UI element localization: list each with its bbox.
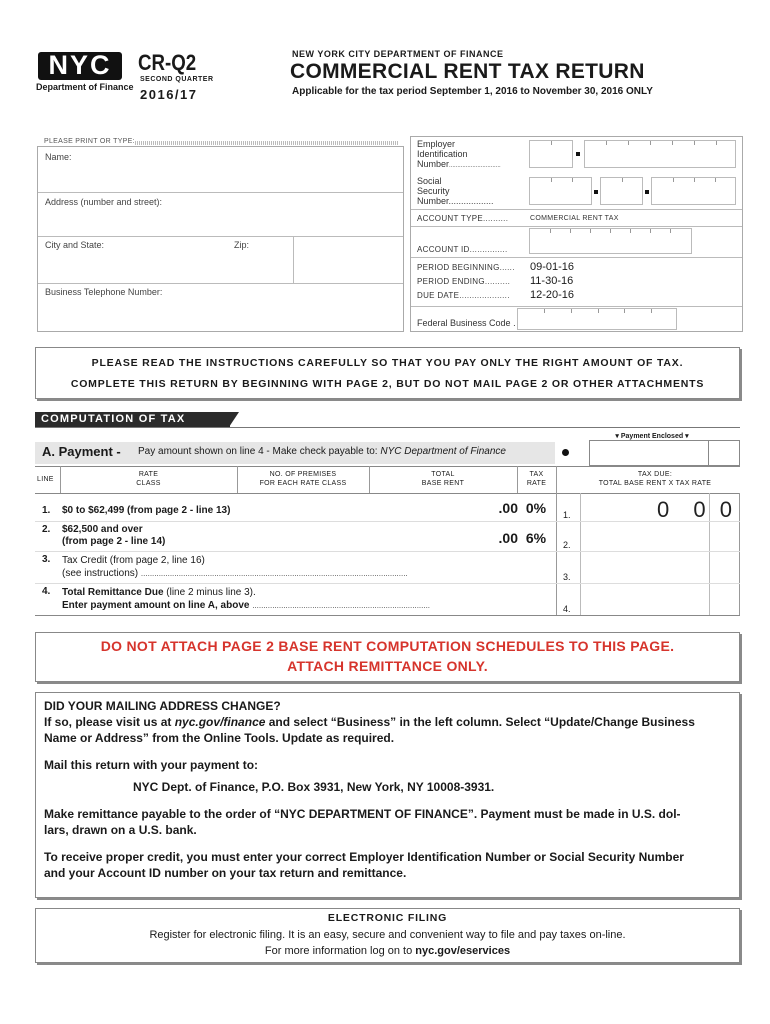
col-tax-due-2: TOTAL BASE RENT X TAX RATE bbox=[598, 480, 712, 487]
ein-separator bbox=[576, 152, 580, 156]
section-title: COMPUTATION OF TAX bbox=[35, 412, 230, 427]
row-3-number: 3. bbox=[42, 554, 51, 565]
ssn-field-part1[interactable] bbox=[529, 177, 592, 205]
row-1-number: 1. bbox=[42, 505, 51, 516]
divider bbox=[35, 551, 740, 552]
divider bbox=[35, 615, 740, 616]
row-1-tax-rate: 0% bbox=[525, 500, 547, 516]
row-3-desc-1: Tax Credit (from page 2, line 16) bbox=[62, 555, 205, 566]
period-end-text: PERIOD ENDING bbox=[417, 277, 485, 286]
ssn-label-line1: Social bbox=[417, 176, 442, 186]
city-field[interactable] bbox=[38, 238, 228, 282]
divider bbox=[580, 493, 581, 615]
ein-field-prefix[interactable] bbox=[529, 140, 573, 168]
ssn-dots: .................. bbox=[448, 196, 494, 206]
col-tax-rate-2: RATE bbox=[526, 480, 547, 487]
divider bbox=[411, 226, 742, 227]
divider bbox=[739, 493, 740, 615]
address-change-question: DID YOUR MAILING ADDRESS CHANGE? bbox=[44, 699, 281, 713]
period-begin-label bbox=[417, 263, 515, 272]
dept-label: Department of Finance bbox=[36, 82, 134, 92]
col-base-rent-1: TOTAL bbox=[431, 471, 455, 478]
row-2-tax-due[interactable] bbox=[582, 526, 736, 550]
account-type-value: COMMERCIAL RENT TAX bbox=[530, 215, 619, 222]
fed-code-field[interactable] bbox=[517, 308, 677, 330]
ein-dots: ............................... bbox=[449, 163, 501, 169]
quarter-label: SECOND QUARTER bbox=[140, 76, 214, 83]
ssn-separator-2 bbox=[645, 190, 649, 194]
col-rate-class-1: RATE bbox=[138, 471, 159, 478]
ssn-label-line3 bbox=[417, 196, 494, 206]
row-4-ref: 4. bbox=[563, 604, 571, 614]
row-4-dots: ................................................................................ bbox=[252, 601, 431, 610]
divider bbox=[411, 306, 742, 307]
efile-title: ELECTRONIC FILING bbox=[327, 912, 448, 924]
period-begin-text: PERIOD BEGINNING bbox=[417, 263, 500, 272]
city-label: City and State: bbox=[45, 240, 105, 250]
divider bbox=[556, 466, 557, 493]
row-2-tax-rate: 6% bbox=[525, 530, 547, 546]
zip-label: Zip: bbox=[234, 240, 250, 250]
payment-label: A. Payment - bbox=[42, 444, 121, 459]
col-tax-due-1: TAX DUE: bbox=[637, 471, 673, 478]
name-field[interactable] bbox=[38, 150, 403, 192]
divider bbox=[35, 427, 740, 428]
efile-line2-text: For more information log on to bbox=[264, 945, 416, 957]
payment-payee: NYC Department of Finance bbox=[380, 446, 506, 457]
period-end-value: 11-30-16 bbox=[530, 275, 574, 287]
col-premises bbox=[237, 470, 369, 488]
ein-label bbox=[417, 139, 501, 171]
col-tax-due bbox=[570, 470, 740, 488]
row-2-base-rent: .00 bbox=[498, 530, 518, 546]
row-4-desc-light: (line 2 minus line 3). bbox=[163, 587, 256, 598]
row-2-ref: 2. bbox=[563, 540, 571, 550]
due-date-label bbox=[417, 291, 510, 300]
eservices-link[interactable]: nyc.gov/eservices bbox=[415, 945, 511, 957]
row-4-tax-due[interactable] bbox=[582, 586, 736, 614]
row-1-tax-due[interactable]: 0 0 0 bbox=[656, 497, 736, 522]
fed-code-dots: . bbox=[513, 318, 516, 328]
credit-text-2: and your Account ID number on your tax return and remittance. bbox=[44, 866, 407, 880]
divider bbox=[38, 236, 403, 237]
credit-text-1: To receive proper credit, you must enter your correct Employer Identification Number or Social Security Number bbox=[44, 850, 684, 864]
divider bbox=[708, 440, 709, 466]
ein-label-line2: Identification bbox=[417, 149, 468, 159]
row-1-description: $0 to $62,499 (from page 2 - line 13) bbox=[62, 505, 231, 516]
finance-link[interactable]: nyc.gov/finance bbox=[174, 715, 266, 729]
period-end-dots: .......... bbox=[484, 277, 511, 286]
payment-bullet bbox=[562, 449, 569, 456]
account-id-text: ACCOUNT ID bbox=[417, 245, 470, 254]
phone-label: Business Telephone Number: bbox=[45, 287, 163, 297]
divider bbox=[38, 283, 403, 284]
col-premises-2: FOR EACH RATE CLASS bbox=[259, 480, 347, 487]
period-begin-value: 09-01-16 bbox=[530, 261, 575, 273]
divider bbox=[35, 583, 740, 584]
divider bbox=[35, 466, 740, 467]
col-base-rent-2: BASE RENT bbox=[421, 480, 465, 487]
row-2-desc-2: (from page 2 - line 14) bbox=[62, 536, 166, 547]
mail-label: Mail this return with your payment to: bbox=[44, 758, 259, 772]
payment-enclosed-text: Payment Enclosed bbox=[620, 433, 684, 440]
row-4-number: 4. bbox=[42, 586, 51, 597]
print-label: PLEASE PRINT OR TYPE: bbox=[44, 138, 139, 145]
section-title-tail bbox=[229, 412, 239, 427]
phone-field[interactable] bbox=[38, 285, 403, 331]
instructions-line1: PLEASE READ THE INSTRUCTIONS CAREFULLY SO THAT YOU PAY ONLY THE RIGHT AMOUNT OF TAX. bbox=[91, 357, 684, 369]
divider bbox=[35, 493, 740, 494]
ssn-label bbox=[417, 176, 494, 206]
due-date-value: 12-20-16 bbox=[530, 289, 575, 301]
mailing-info-text bbox=[44, 698, 734, 881]
payment-enclosed-field[interactable] bbox=[589, 440, 740, 466]
address-field[interactable] bbox=[38, 194, 403, 236]
warning-line2: ATTACH REMITTANCE ONLY. bbox=[287, 658, 488, 674]
ssn-field-part3[interactable] bbox=[651, 177, 736, 205]
instructions-line2: COMPLETE THIS RETURN BY BEGINNING WITH PAGE 2, BUT DO NOT MAIL PAGE 2 OR OTHER ATTACHMENTS bbox=[70, 378, 705, 390]
form-code: CR-Q2 bbox=[138, 50, 197, 75]
account-type-text: ACCOUNT TYPE bbox=[417, 214, 483, 223]
remit-text-2: lars, drawn on a U.S. bank. bbox=[44, 823, 197, 837]
address-change-text-1b: and select “Business” in the left column. Select “Update/Change Business bbox=[265, 715, 695, 729]
instructions-banner bbox=[35, 347, 740, 399]
name-label: Name: bbox=[45, 152, 72, 162]
row-1-base-rent: .00 bbox=[498, 500, 518, 516]
account-id-dots: ............... bbox=[469, 245, 508, 254]
ssn-label-text: Number bbox=[417, 196, 449, 206]
col-tax-rate bbox=[517, 470, 556, 488]
fed-code-text: Federal Business Code bbox=[417, 318, 511, 328]
due-date-text: DUE DATE bbox=[417, 291, 460, 300]
col-rate-class bbox=[60, 470, 237, 488]
payment-enclosed-label: ▾ Payment Enclosed ▾ bbox=[615, 433, 689, 440]
row-3-dots: ........................................................................................................................ bbox=[140, 569, 408, 578]
period-begin-dots: ...... bbox=[499, 263, 515, 272]
address-change-text-1 bbox=[44, 714, 734, 730]
efile-line2 bbox=[35, 945, 740, 957]
divider bbox=[35, 521, 740, 522]
efile-line1: Register for electronic filing. It is an easy, secure and convenient way to file and pay taxes on-line. bbox=[149, 929, 626, 941]
address-change-text-2: Name or Address” from the Online Tools. Update as required. bbox=[44, 731, 395, 745]
row-4-desc-2: Enter payment amount on line A, above bbox=[62, 600, 250, 611]
address-label: Address (number and street): bbox=[45, 197, 163, 207]
fed-code-label bbox=[417, 318, 516, 328]
ein-field-suffix[interactable] bbox=[584, 140, 736, 168]
period-end-label bbox=[417, 277, 510, 286]
divider bbox=[38, 192, 403, 193]
divider bbox=[411, 209, 742, 210]
payment-desc bbox=[138, 446, 506, 457]
account-type-label bbox=[417, 214, 508, 223]
row-1-ref: 1. bbox=[563, 510, 571, 520]
account-id-label bbox=[417, 245, 507, 254]
row-2-number: 2. bbox=[42, 524, 51, 535]
warning-line1: DO NOT ATTACH PAGE 2 BASE RENT COMPUTATION SCHEDULES TO THIS PAGE. bbox=[100, 638, 675, 654]
mail-address: NYC Dept. of Finance, P.O. Box 3931, New York, NY 10008-3931. bbox=[133, 780, 495, 794]
divider bbox=[293, 237, 294, 283]
row-3-description bbox=[62, 554, 547, 580]
remit-text-1: Make remittance payable to the order of “NYC DEPARTMENT OF FINANCE”. Payment must be made in U.S. dol- bbox=[44, 807, 681, 821]
col-line: LINE bbox=[37, 476, 54, 483]
col-tax-rate-1: TAX bbox=[529, 471, 544, 478]
row-3-tax-due[interactable] bbox=[582, 555, 736, 581]
nyc-logo-text: NYC bbox=[48, 50, 112, 80]
account-id-field[interactable] bbox=[529, 228, 692, 254]
row-4-desc-1: Total Remittance Due bbox=[62, 587, 164, 598]
payment-desc-text: Pay amount shown on line 4 - Make check payable to: bbox=[138, 446, 381, 457]
ssn-separator-1 bbox=[594, 190, 598, 194]
divider bbox=[556, 493, 557, 615]
row-4-description bbox=[62, 586, 547, 612]
row-3-desc-2: (see instructions) bbox=[62, 568, 139, 579]
col-base-rent bbox=[369, 470, 517, 488]
row-4-desc-2-wrap bbox=[62, 599, 547, 612]
ein-label-line3 bbox=[417, 159, 501, 171]
row-3-desc-2-wrap bbox=[62, 567, 547, 580]
row-4-desc-1-wrap bbox=[62, 586, 547, 599]
ssn-field-part2[interactable] bbox=[600, 177, 643, 205]
ein-label-text: Number bbox=[417, 159, 450, 169]
agency-name: NEW YORK CITY DEPARTMENT OF FINANCE bbox=[292, 49, 504, 59]
address-change-text-1a: If so, please visit us at bbox=[44, 715, 175, 729]
zip-field[interactable] bbox=[294, 238, 402, 282]
ein-label-line1: Employer bbox=[417, 139, 456, 149]
year-label: 2016/17 bbox=[140, 87, 198, 102]
col-rate-class-2: CLASS bbox=[136, 480, 161, 487]
row-2-desc-1: $62,500 and over bbox=[62, 524, 143, 535]
row-2-description bbox=[62, 524, 165, 548]
divider bbox=[411, 257, 742, 258]
print-hatch bbox=[135, 141, 399, 145]
account-type-dots: .......... bbox=[482, 214, 509, 223]
col-premises-1: NO. OF PREMISES bbox=[269, 471, 337, 478]
due-date-dots: .................... bbox=[459, 291, 510, 300]
form-subtitle: Applicable for the tax period September 1, 2016 to November 30, 2016 ONLY bbox=[292, 86, 653, 97]
row-3-ref: 3. bbox=[563, 572, 571, 582]
ssn-label-line2: Security bbox=[417, 186, 450, 196]
form-title: COMMERCIAL RENT TAX RETURN bbox=[290, 60, 645, 83]
